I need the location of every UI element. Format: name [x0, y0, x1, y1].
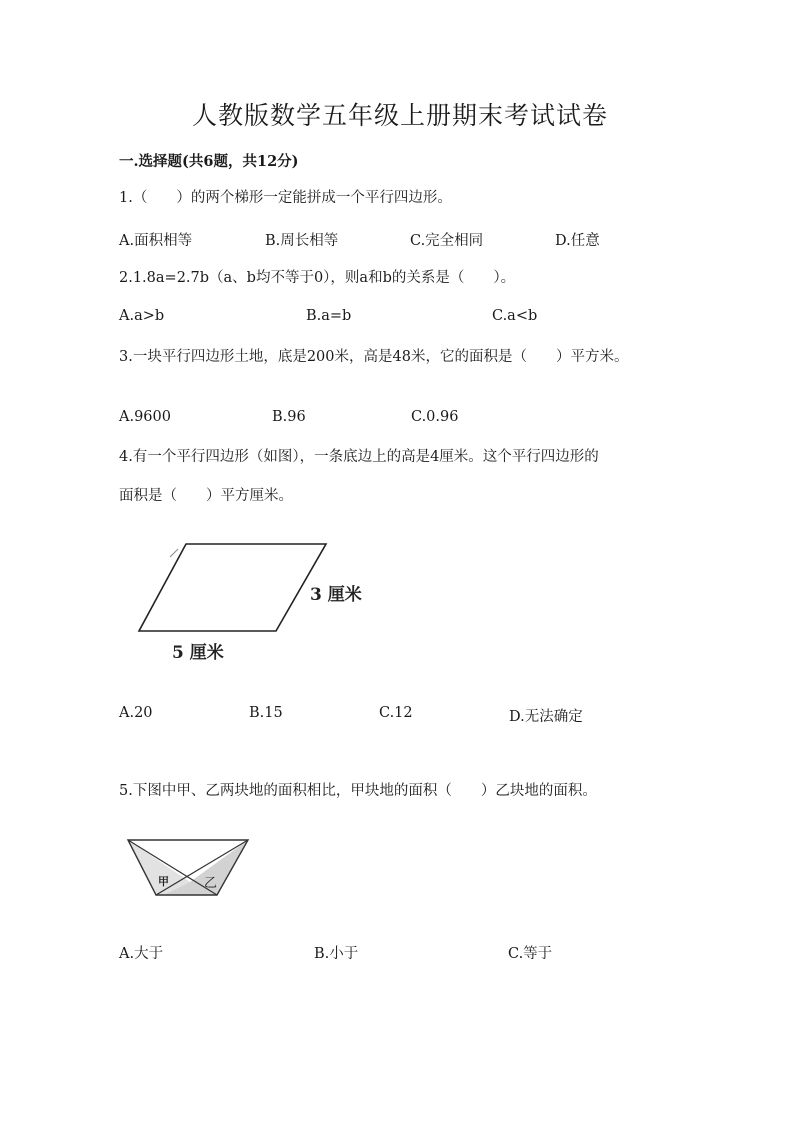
label-jia: 甲 [158, 875, 169, 888]
parallelogram-figure [130, 535, 380, 670]
q1-option-b: B.周长相等 [265, 233, 339, 249]
q1-option-c: C.完全相同 [410, 233, 484, 249]
parallelogram-shape [139, 544, 326, 631]
q2-option-a: A.a>b [119, 308, 165, 324]
trapezoid-figure [124, 835, 254, 900]
q3-option-b: B.96 [272, 409, 306, 425]
q1-option-d: D.任意 [555, 233, 600, 249]
q4-option-d: D.无法确定 [509, 709, 583, 725]
question-4-stem-line1: 4.有一个平行四边形（如图），一条底边上的高是4厘米。这个平行四边形的 [119, 449, 599, 465]
q4-option-c: C.12 [379, 705, 413, 721]
q2-option-b: B.a=b [306, 308, 352, 324]
base-label: 5 厘米 [172, 643, 224, 663]
q4-option-b: B.15 [249, 705, 283, 721]
question-3-stem: 3.一块平行四边形土地，底是200米，高是48米，它的面积是（ ）平方米。 [119, 349, 629, 365]
q5-option-c: C.等于 [508, 946, 553, 962]
question-5-stem: 5.下图中甲、乙两块地的面积相比，甲块地的面积（ ）乙块地的面积。 [119, 783, 597, 799]
side-label: 3 厘米 [310, 585, 362, 605]
q1-option-a: A.面积相等 [119, 233, 193, 249]
q3-option-a: A.9600 [119, 409, 171, 425]
question-4-stem-line2: 面积是（ ）平方厘米。 [119, 488, 293, 504]
q2-option-c: C.a<b [492, 308, 538, 324]
q5-option-a: A.大于 [119, 946, 164, 962]
q5-option-b: B.小于 [314, 946, 359, 962]
q4-option-a: A.20 [119, 705, 153, 721]
label-yi: 乙 [204, 876, 218, 891]
corner-tick [170, 549, 178, 557]
page-title: 人教版数学五年级上册期末考试试卷 [191, 101, 608, 130]
question-2-stem: 2.1.8a=2.7b（a、b均不等于0），则a和b的关系是（ ）。 [119, 270, 516, 286]
question-1-stem: 1.（ ）的两个梯形一定能拼成一个平行四边形。 [119, 190, 452, 206]
section-heading: 一.选择题(共6题，共12分) [119, 153, 299, 170]
q3-option-c: C.0.96 [411, 409, 459, 425]
